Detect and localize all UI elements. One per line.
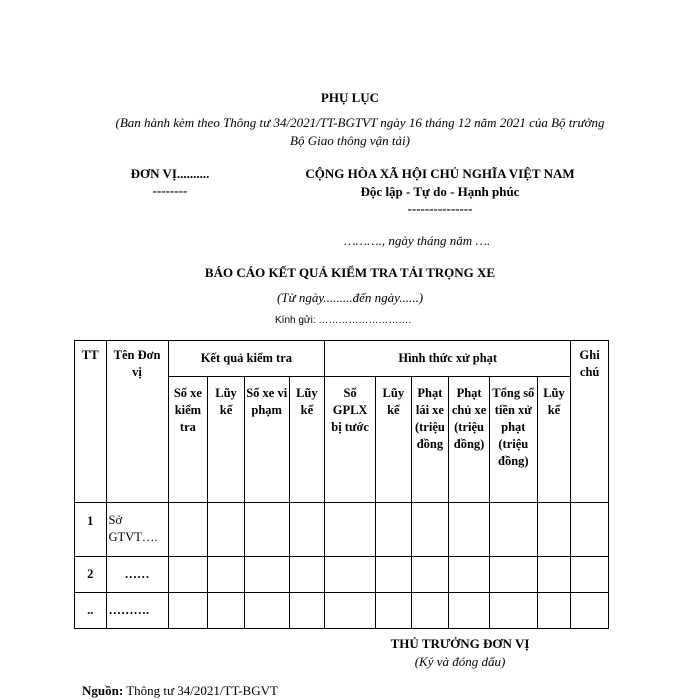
header-revoked-licenses: Số GPLX bị tước — [325, 377, 376, 503]
appendix-subtitle-line2: Bộ Giao thông vận tải) — [290, 133, 410, 148]
header-note: Ghi chú — [571, 341, 609, 503]
appendix-subtitle-line1: (Ban hành kèm theo Thông tư 34/2021/TT-BGTVT ngày 16 tháng 12 năm 2021 của Bộ trưởng — [115, 115, 605, 130]
row-unit-name: ………. — [106, 593, 168, 629]
table-row — [75, 593, 609, 629]
report-period: (Từ ngày.........đến ngày......) — [276, 290, 424, 305]
motto-dashes: --------------- — [407, 201, 473, 216]
header-cumulative-4: Lũy kế — [537, 377, 571, 503]
row-tt: 1 — [75, 503, 107, 557]
source-text: Thông tư 34/2021/TT-BGVT — [123, 683, 278, 698]
signature-title: THỦ TRƯỞNG ĐƠN VỊ — [390, 636, 530, 651]
unit-label: ĐƠN VỊ.......... — [130, 166, 210, 181]
date-line: ………., ngày tháng năm …. — [344, 233, 491, 248]
header-violating-vehicles: Số xe vi phạm — [244, 377, 289, 503]
header-cumulative-2: Lũy kế — [289, 377, 325, 503]
national-motto: Độc lập - Tự do - Hạnh phúc — [360, 184, 520, 199]
header-inspected-vehicles: Số xe kiểm tra — [168, 377, 208, 503]
row-tt: 2 — [75, 557, 107, 593]
recipient-line: Kính gửi: ………………………. — [275, 315, 412, 326]
source-label: Nguồn: — [82, 683, 124, 698]
appendix-title: PHỤ LỤC — [320, 90, 380, 105]
header-cumulative-1: Lũy kế — [208, 377, 245, 503]
header-cumulative-3: Lũy kế — [376, 377, 412, 503]
header-driver-fine: Phạt lái xe (triệu đồng — [411, 377, 449, 503]
header-penalty-form: Hình thức xử phạt — [325, 341, 571, 377]
nation-name: CỘNG HÒA XÃ HỘI CHỦ NGHĨA VIỆT NAM — [305, 166, 575, 181]
header-tt: TT — [75, 341, 107, 503]
table-row — [75, 503, 609, 557]
header-inspection-result: Kết quả kiểm tra — [168, 341, 325, 377]
row-unit-name: …… — [106, 557, 168, 593]
source-line — [82, 683, 278, 699]
report-title: BÁO CÁO KẾT QUẢ KIỂM TRA TẢI TRỌNG XE — [204, 265, 496, 280]
header-unit-name: Tên Đơn vị — [106, 341, 168, 503]
unit-dashes: -------- — [152, 183, 188, 198]
row-tt: .. — [75, 593, 107, 629]
header-owner-fine: Phạt chủ xe (triệu đồng) — [449, 377, 490, 503]
report-table — [74, 340, 609, 629]
header-total-fine: Tổng số tiền xử phạt (triệu đồng) — [489, 377, 537, 503]
table-row — [75, 557, 609, 593]
signature-note: (Ký và đóng dấu) — [414, 654, 506, 669]
row-unit-name: Sở GTVT…. — [106, 503, 168, 557]
